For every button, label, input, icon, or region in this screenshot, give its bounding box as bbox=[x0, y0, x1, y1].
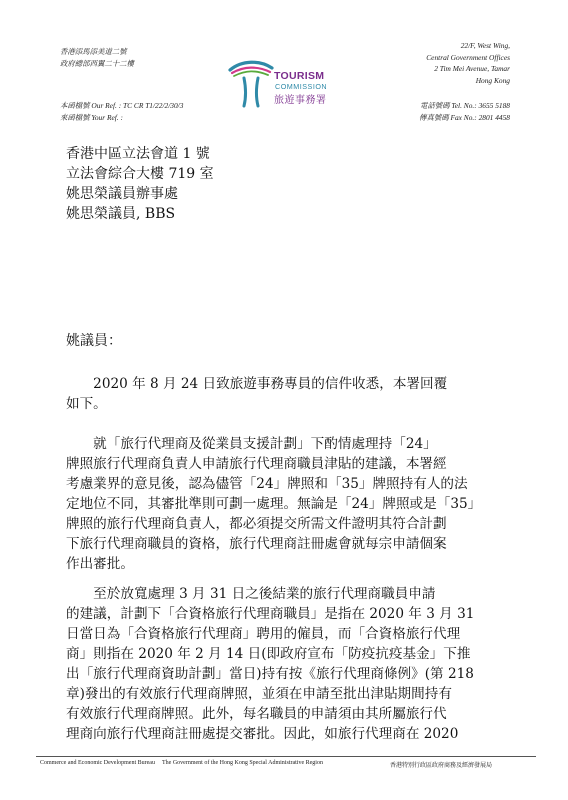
your-ref: 來函檔號 Your Ref. : bbox=[60, 112, 123, 122]
recipient-line: 姚思榮議員, BBS bbox=[66, 206, 176, 222]
text-line: 日當日為「合資格旅行代理商」聘用的僱員，而「合資格旅行代理 bbox=[66, 626, 461, 642]
paragraph-3 bbox=[66, 584, 474, 744]
footer-government-en: The Government of the Hong Kong Special Administrative Region bbox=[162, 760, 323, 766]
text-line: 有效旅行代理商牌照。此外，每名職員的申請須由其所屬旅行代 bbox=[66, 706, 447, 722]
text-line: 定地位不同，其審批準則可劃一處理。無論是「24」牌照或是「35」 bbox=[66, 496, 482, 512]
reference-block bbox=[60, 100, 183, 123]
recipient-line: 香港中區立法會道 1 號 bbox=[66, 146, 210, 162]
address-english bbox=[426, 40, 510, 86]
text-line: 就「旅行代理商及從業員支援計劃」下酌情處理持「24」 bbox=[66, 436, 437, 452]
text-line: 如下。 bbox=[66, 396, 107, 412]
paragraph-2 bbox=[66, 434, 481, 574]
text-line: 牌照的旅行代理商負責人，都必須提交所需文件證明其符合計劃 bbox=[66, 516, 447, 532]
text-line: 理商向旅行代理商註冊處提交審批。因此，如旅行代理商在 2020 bbox=[66, 726, 459, 742]
footer-bureau-zh: 香港特別行政區政府商務及經濟發展局 bbox=[390, 762, 493, 769]
logo-word-commission: COMMISSION bbox=[275, 82, 328, 91]
text-line: 考慮業界的意見後，認為儘管「24」牌照和「35」牌照持有人的法 bbox=[66, 476, 468, 492]
text-line: 至於放寬處理 3 月 31 日之後結業的旅行代理商職員申請 bbox=[66, 586, 436, 602]
text-line: 商」則指在 2020 年 2 月 14 日(即政府宣布「防疫抗疫基金」下推 bbox=[66, 646, 471, 662]
tel-number: 電話號碼 Tel. No.: 3655 5188 bbox=[419, 101, 510, 110]
our-ref: 本函檔號 Our Ref. : TC CR T1/22/2/30/3 bbox=[60, 101, 184, 110]
text-line: 章)發出的有效旅行代理商牌照，並須在申請至批出津貼期間持有 bbox=[66, 686, 452, 702]
address-en-line: Hong Kong bbox=[475, 75, 510, 85]
address-zh-line: 政府總部西翼二十二樓 bbox=[60, 58, 134, 68]
footer-divider bbox=[36, 756, 536, 757]
text-line: 作出審批。 bbox=[66, 556, 134, 572]
recipient-address bbox=[66, 144, 214, 224]
text-line: 出「旅行代理商資助計劃」當日)持有按《旅行代理商條例》(第 218 bbox=[66, 666, 474, 682]
fax-number: 傳真號碼 Fax No.: 2801 4458 bbox=[419, 112, 510, 122]
address-en-line: 2 Tim Mei Avenue, Tamar bbox=[434, 64, 510, 74]
address-en-line: 22/F, West Wing, bbox=[460, 41, 510, 50]
text-line: 牌照旅行代理商負責人申請旅行代理商職員津貼的建議，本署經 bbox=[66, 456, 447, 472]
text-line: 下旅行代理商職員的資格，旅行代理商註冊處會就每宗申請個案 bbox=[66, 536, 447, 552]
paragraph-1 bbox=[66, 374, 447, 414]
text-line: 2020 年 8 月 24 日致旅遊事務專員的信件收悉，本署回覆 bbox=[66, 376, 448, 392]
contact-block bbox=[419, 100, 510, 123]
recipient-line: 姚思榮議員辦事處 bbox=[66, 186, 178, 202]
text-line: 的建議，計劃下「合資格旅行代理商職員」是指在 2020 年 3 月 31 bbox=[66, 606, 475, 622]
address-chinese bbox=[60, 46, 134, 69]
salutation: 姚議員： bbox=[66, 333, 122, 349]
logo-word-tourism: TOURISM bbox=[274, 70, 325, 82]
recipient-line: 立法會綜合大樓 719 室 bbox=[66, 166, 214, 182]
footer-bureau-en: Commerce and Economic Development Bureau bbox=[40, 760, 155, 766]
logo-word-chinese: 旅遊事務署 bbox=[274, 95, 327, 106]
address-en-line: Central Government Offices bbox=[426, 52, 510, 62]
tourism-commission-logo bbox=[224, 54, 344, 110]
address-zh-line: 香港添馬添美道二號 bbox=[60, 47, 127, 56]
